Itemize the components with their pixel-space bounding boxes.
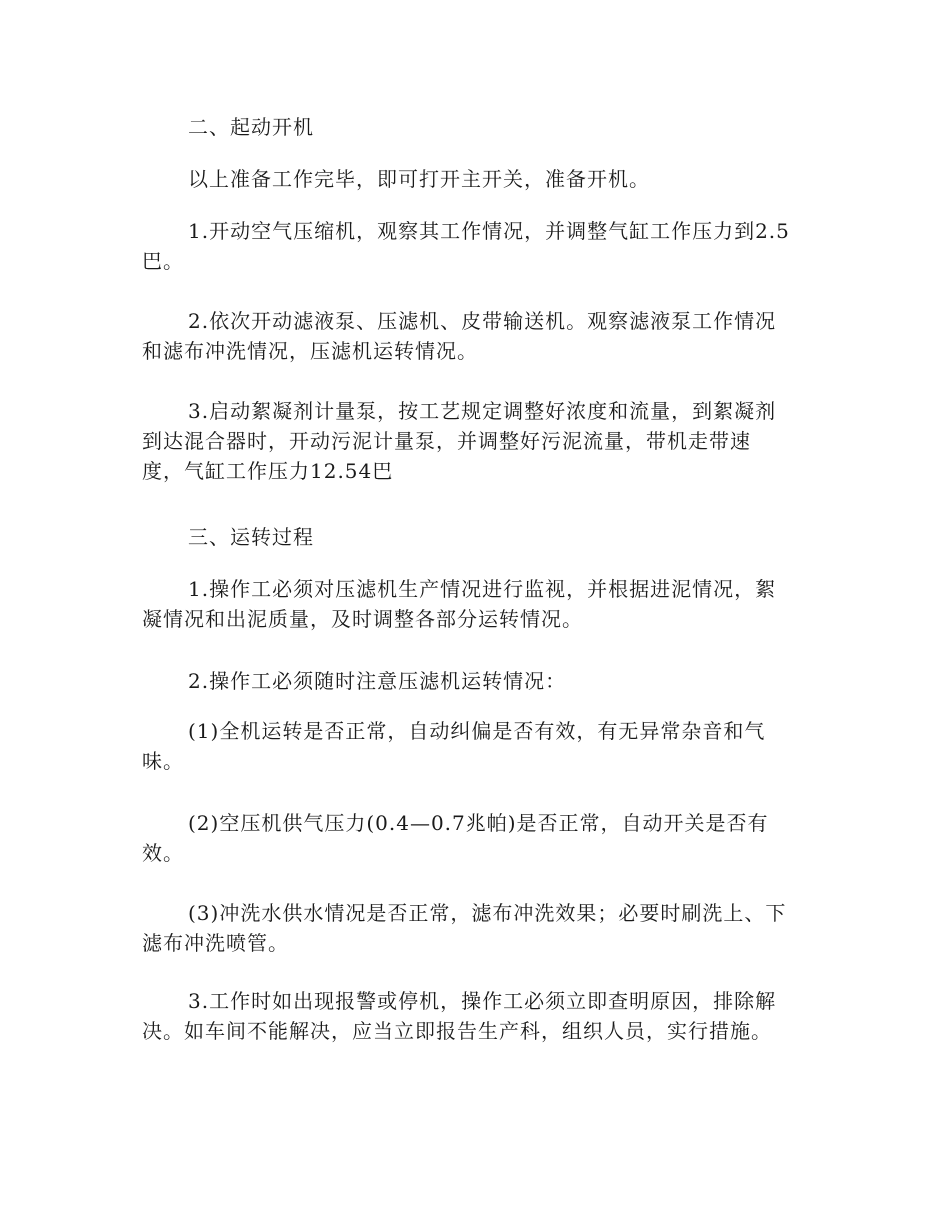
paragraph-line: 凝情况和出泥质量，及时调整各部分运转情况。 xyxy=(142,607,583,631)
paragraph-start-step-3 xyxy=(142,396,822,486)
paragraph-run-step-1 xyxy=(142,574,822,634)
paragraph-line: 味。 xyxy=(142,749,184,773)
paragraph-line: 度，气缸工作压力12.54巴 xyxy=(142,459,394,483)
paragraph-line: 3.工作时如出现报警或停机，操作工必须立即查明原因，排除解 xyxy=(188,989,777,1013)
paragraph-line: (2)空压机供气压力(0.4—0.7兆帕)是否正常，自动开关是否有 xyxy=(188,811,769,835)
paragraph-intro xyxy=(142,164,822,194)
paragraph-line: 到达混合器时，开动污泥计量泵，并调整好污泥流量，带机走带速 xyxy=(142,429,751,453)
paragraph-line: (1)全机运转是否正常，自动纠偏是否有效，有无异常杂音和气 xyxy=(188,719,766,743)
section-heading-start xyxy=(142,112,822,142)
paragraph-line: 以上准备工作完毕，即可打开主开关，准备开机。 xyxy=(188,167,650,191)
paragraph-run-step-2 xyxy=(142,666,822,696)
paragraph-start-step-2 xyxy=(142,306,822,366)
heading-text: 二、起动开机 xyxy=(188,115,314,139)
heading-text: 三、运转过程 xyxy=(188,525,314,549)
paragraph-run-step-2-1 xyxy=(142,716,822,776)
paragraph-line: 巴。 xyxy=(142,249,184,273)
paragraph-line: 1.操作工必须对压滤机生产情况进行监视，并根据进泥情况，絮 xyxy=(188,577,777,601)
paragraph-line: (3)冲洗水供水情况是否正常，滤布冲洗效果；必要时刷洗上、下 xyxy=(188,901,787,925)
paragraph-start-step-1 xyxy=(142,216,822,276)
paragraph-line: 效。 xyxy=(142,841,184,865)
paragraph-line: 决。如车间不能解决，应当立即报告生产科，组织人员，实行措施。 xyxy=(142,1019,772,1043)
paragraph-line: 3.启动絮凝剂计量泵，按工艺规定调整好浓度和流量，到絮凝剂 xyxy=(188,399,777,423)
paragraph-run-step-2-2 xyxy=(142,808,822,868)
paragraph-run-step-2-3 xyxy=(142,898,822,958)
paragraph-line: 和滤布冲洗情况，压滤机运转情况。 xyxy=(142,339,478,363)
section-heading-run xyxy=(142,522,822,552)
paragraph-line: 1.开动空气压缩机，观察其工作情况，并调整气缸工作压力到2.5 xyxy=(188,219,790,243)
paragraph-run-step-3 xyxy=(142,986,822,1046)
paragraph-line: 2.操作工必须随时注意压滤机运转情况： xyxy=(188,669,567,693)
paragraph-line: 滤布冲洗喷管。 xyxy=(142,931,289,955)
paragraph-line: 2.依次开动滤液泵、压滤机、皮带输送机。观察滤液泵工作情况 xyxy=(188,309,777,333)
